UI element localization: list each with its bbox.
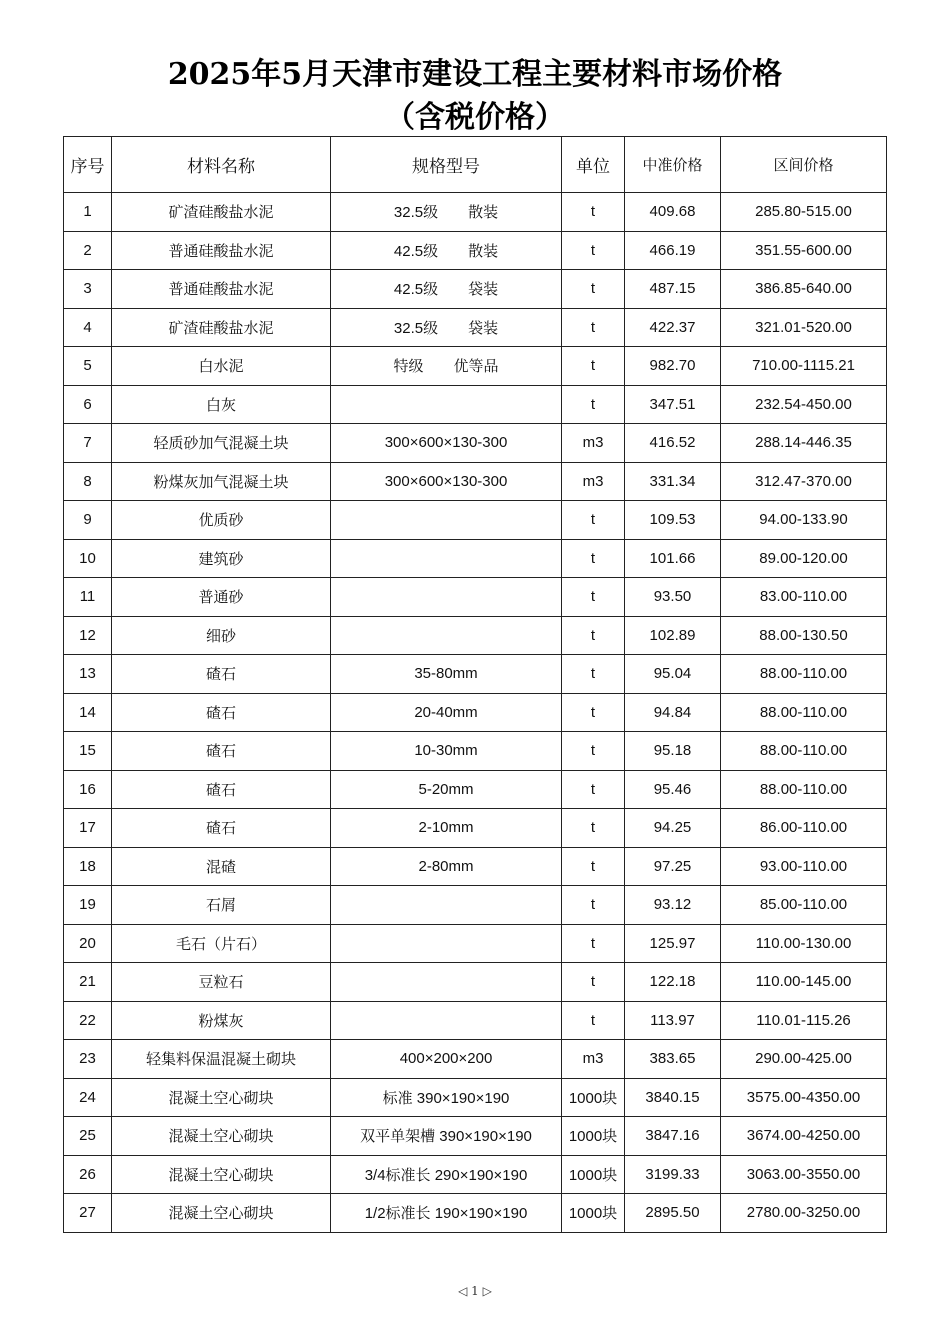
- cell-spec: 400×200×200: [331, 1040, 562, 1079]
- cell-no: 20: [64, 924, 112, 963]
- table-row: [64, 270, 887, 309]
- table-row: [64, 1155, 887, 1194]
- cell-price-range: 110.00-130.00: [721, 924, 887, 963]
- cell-unit: t: [562, 886, 625, 925]
- cell-material-name: 混凝土空心砌块: [112, 1155, 331, 1194]
- cell-no: 10: [64, 539, 112, 578]
- col-header-mid-price: 中准价格: [625, 137, 721, 193]
- cell-price-range: 3674.00-4250.00: [721, 1117, 887, 1156]
- cell-unit: 1000块: [562, 1155, 625, 1194]
- cell-mid-price: 95.04: [625, 655, 721, 694]
- table-row: [64, 693, 887, 732]
- table-row: [64, 424, 887, 463]
- cell-mid-price: 102.89: [625, 616, 721, 655]
- cell-spec: [331, 886, 562, 925]
- col-header-no: 序号: [64, 137, 112, 193]
- cell-mid-price: 416.52: [625, 424, 721, 463]
- cell-mid-price: 383.65: [625, 1040, 721, 1079]
- table-row: [64, 385, 887, 424]
- cell-unit: 1000块: [562, 1194, 625, 1233]
- cell-spec: 10-30mm: [331, 732, 562, 771]
- cell-unit: t: [562, 770, 625, 809]
- cell-unit: t: [562, 732, 625, 771]
- cell-no: 3: [64, 270, 112, 309]
- cell-unit: t: [562, 924, 625, 963]
- cell-spec: 42.5级 散装: [331, 231, 562, 270]
- cell-mid-price: 97.25: [625, 847, 721, 886]
- cell-material-name: 普通硅酸盐水泥: [112, 231, 331, 270]
- cell-unit: m3: [562, 424, 625, 463]
- cell-spec: [331, 501, 562, 540]
- col-header-name: 材料名称: [112, 137, 331, 193]
- cell-spec: 2-10mm: [331, 809, 562, 848]
- cell-mid-price: 2895.50: [625, 1194, 721, 1233]
- table-row: [64, 1194, 887, 1233]
- cell-price-range: 290.00-425.00: [721, 1040, 887, 1079]
- cell-spec: 双平单架槽 390×190×190: [331, 1117, 562, 1156]
- cell-no: 12: [64, 616, 112, 655]
- cell-spec: [331, 578, 562, 617]
- cell-price-range: 83.00-110.00: [721, 578, 887, 617]
- cell-mid-price: 113.97: [625, 1001, 721, 1040]
- cell-unit: t: [562, 308, 625, 347]
- cell-mid-price: 409.68: [625, 193, 721, 232]
- cell-no: 7: [64, 424, 112, 463]
- cell-material-name: 碴石: [112, 732, 331, 771]
- cell-mid-price: 982.70: [625, 347, 721, 386]
- cell-spec: 42.5级 袋装: [331, 270, 562, 309]
- cell-material-name: 优质砂: [112, 501, 331, 540]
- table-header-row: [64, 137, 887, 193]
- cell-mid-price: 93.12: [625, 886, 721, 925]
- cell-price-range: 110.01-115.26: [721, 1001, 887, 1040]
- cell-unit: t: [562, 1001, 625, 1040]
- col-header-unit: 单位: [562, 137, 625, 193]
- cell-spec: 1/2标准长 190×190×190: [331, 1194, 562, 1233]
- cell-material-name: 普通硅酸盐水泥: [112, 270, 331, 309]
- col-header-price-range: 区间价格: [721, 137, 887, 193]
- table-body: [64, 193, 887, 1233]
- cell-mid-price: 331.34: [625, 462, 721, 501]
- table-row: [64, 347, 887, 386]
- cell-no: 13: [64, 655, 112, 694]
- cell-mid-price: 95.46: [625, 770, 721, 809]
- cell-material-name: 碴石: [112, 693, 331, 732]
- cell-spec: 5-20mm: [331, 770, 562, 809]
- cell-unit: t: [562, 539, 625, 578]
- cell-spec: 2-80mm: [331, 847, 562, 886]
- cell-unit: 1000块: [562, 1078, 625, 1117]
- cell-price-range: 232.54-450.00: [721, 385, 887, 424]
- cell-material-name: 混凝土空心砌块: [112, 1194, 331, 1233]
- table-row: [64, 231, 887, 270]
- cell-price-range: 93.00-110.00: [721, 847, 887, 886]
- cell-mid-price: 466.19: [625, 231, 721, 270]
- cell-price-range: 3575.00-4350.00: [721, 1078, 887, 1117]
- cell-unit: t: [562, 347, 625, 386]
- table-row: [64, 655, 887, 694]
- table-row: [64, 578, 887, 617]
- cell-material-name: 混凝土空心砌块: [112, 1078, 331, 1117]
- cell-material-name: 粉煤灰: [112, 1001, 331, 1040]
- table-row: [64, 1117, 887, 1156]
- cell-unit: t: [562, 231, 625, 270]
- cell-unit: t: [562, 655, 625, 694]
- cell-mid-price: 125.97: [625, 924, 721, 963]
- cell-no: 18: [64, 847, 112, 886]
- cell-mid-price: 487.15: [625, 270, 721, 309]
- cell-no: 5: [64, 347, 112, 386]
- cell-price-range: 288.14-446.35: [721, 424, 887, 463]
- cell-material-name: 混凝土空心砌块: [112, 1117, 331, 1156]
- cell-price-range: 94.00-133.90: [721, 501, 887, 540]
- cell-mid-price: 122.18: [625, 963, 721, 1002]
- table-row: [64, 1040, 887, 1079]
- cell-mid-price: 93.50: [625, 578, 721, 617]
- cell-unit: m3: [562, 462, 625, 501]
- table-row: [64, 1001, 887, 1040]
- cell-material-name: 轻集料保温混凝土砌块: [112, 1040, 331, 1079]
- cell-no: 4: [64, 308, 112, 347]
- cell-price-range: 386.85-640.00: [721, 270, 887, 309]
- cell-no: 1: [64, 193, 112, 232]
- cell-no: 14: [64, 693, 112, 732]
- cell-no: 17: [64, 809, 112, 848]
- cell-mid-price: 3847.16: [625, 1117, 721, 1156]
- col-header-spec: 规格型号: [331, 137, 562, 193]
- cell-price-range: 351.55-600.00: [721, 231, 887, 270]
- page-subtitle: （含税价格）: [385, 100, 565, 135]
- table-row: [64, 1078, 887, 1117]
- table-row: [64, 539, 887, 578]
- cell-mid-price: 95.18: [625, 732, 721, 771]
- cell-spec: 特级 优等品: [331, 347, 562, 386]
- cell-unit: t: [562, 693, 625, 732]
- cell-spec: 32.5级 袋装: [331, 308, 562, 347]
- cell-price-range: 710.00-1115.21: [721, 347, 887, 386]
- page-number: ◁ 1 ▷: [458, 1284, 492, 1298]
- cell-no: 25: [64, 1117, 112, 1156]
- cell-spec: [331, 385, 562, 424]
- cell-price-range: 88.00-110.00: [721, 655, 887, 694]
- cell-material-name: 矿渣硅酸盐水泥: [112, 193, 331, 232]
- cell-material-name: 白灰: [112, 385, 331, 424]
- cell-price-range: 3063.00-3550.00: [721, 1155, 887, 1194]
- cell-unit: t: [562, 809, 625, 848]
- table-row: [64, 501, 887, 540]
- cell-material-name: 白水泥: [112, 347, 331, 386]
- cell-no: 27: [64, 1194, 112, 1233]
- cell-mid-price: 109.53: [625, 501, 721, 540]
- cell-material-name: 豆粒石: [112, 963, 331, 1002]
- cell-spec: 35-80mm: [331, 655, 562, 694]
- cell-spec: [331, 963, 562, 1002]
- cell-no: 11: [64, 578, 112, 617]
- cell-spec: 300×600×130-300: [331, 424, 562, 463]
- cell-price-range: 2780.00-3250.00: [721, 1194, 887, 1233]
- cell-mid-price: 94.84: [625, 693, 721, 732]
- cell-material-name: 石屑: [112, 886, 331, 925]
- cell-price-range: 88.00-130.50: [721, 616, 887, 655]
- cell-material-name: 碴石: [112, 655, 331, 694]
- cell-no: 26: [64, 1155, 112, 1194]
- cell-material-name: 粉煤灰加气混凝土块: [112, 462, 331, 501]
- cell-mid-price: 3840.15: [625, 1078, 721, 1117]
- cell-no: 21: [64, 963, 112, 1002]
- cell-no: 8: [64, 462, 112, 501]
- cell-mid-price: 94.25: [625, 809, 721, 848]
- table-row: [64, 886, 887, 925]
- cell-spec: 20-40mm: [331, 693, 562, 732]
- table-row: [64, 732, 887, 771]
- cell-unit: t: [562, 963, 625, 1002]
- cell-price-range: 88.00-110.00: [721, 732, 887, 771]
- cell-material-name: 普通砂: [112, 578, 331, 617]
- cell-no: 19: [64, 886, 112, 925]
- cell-material-name: 轻质砂加气混凝土块: [112, 424, 331, 463]
- table-row: [64, 963, 887, 1002]
- cell-spec: [331, 616, 562, 655]
- cell-material-name: 细砂: [112, 616, 331, 655]
- cell-no: 23: [64, 1040, 112, 1079]
- cell-mid-price: 422.37: [625, 308, 721, 347]
- page-title: 2025年5月天津市建设工程主要材料市场价格: [167, 57, 783, 92]
- cell-no: 15: [64, 732, 112, 771]
- cell-unit: t: [562, 616, 625, 655]
- cell-spec: [331, 1001, 562, 1040]
- table-row: [64, 616, 887, 655]
- cell-no: 24: [64, 1078, 112, 1117]
- cell-price-range: 85.00-110.00: [721, 886, 887, 925]
- cell-unit: m3: [562, 1040, 625, 1079]
- cell-no: 9: [64, 501, 112, 540]
- cell-spec: [331, 539, 562, 578]
- cell-unit: t: [562, 578, 625, 617]
- cell-no: 2: [64, 231, 112, 270]
- cell-no: 16: [64, 770, 112, 809]
- cell-mid-price: 3199.33: [625, 1155, 721, 1194]
- cell-material-name: 混碴: [112, 847, 331, 886]
- table-row: [64, 462, 887, 501]
- cell-spec: 300×600×130-300: [331, 462, 562, 501]
- table-row: [64, 193, 887, 232]
- table-row: [64, 770, 887, 809]
- table-row: [64, 924, 887, 963]
- cell-material-name: 碴石: [112, 809, 331, 848]
- cell-price-range: 88.00-110.00: [721, 770, 887, 809]
- cell-price-range: 88.00-110.00: [721, 693, 887, 732]
- cell-unit: t: [562, 501, 625, 540]
- cell-price-range: 312.47-370.00: [721, 462, 887, 501]
- cell-unit: t: [562, 193, 625, 232]
- cell-spec: 3/4标准长 290×190×190: [331, 1155, 562, 1194]
- table-row: [64, 847, 887, 886]
- cell-material-name: 毛石（片石）: [112, 924, 331, 963]
- cell-price-range: 285.80-515.00: [721, 193, 887, 232]
- cell-price-range: 110.00-145.00: [721, 963, 887, 1002]
- cell-unit: 1000块: [562, 1117, 625, 1156]
- cell-material-name: 建筑砂: [112, 539, 331, 578]
- cell-spec: [331, 924, 562, 963]
- cell-unit: t: [562, 847, 625, 886]
- table-row: [64, 809, 887, 848]
- table-row: [64, 308, 887, 347]
- cell-material-name: 矿渣硅酸盐水泥: [112, 308, 331, 347]
- cell-unit: t: [562, 270, 625, 309]
- cell-unit: t: [562, 385, 625, 424]
- cell-material-name: 碴石: [112, 770, 331, 809]
- cell-spec: 32.5级 散装: [331, 193, 562, 232]
- price-table: [63, 136, 887, 1233]
- cell-price-range: 321.01-520.00: [721, 308, 887, 347]
- cell-spec: 标准 390×190×190: [331, 1078, 562, 1117]
- cell-price-range: 86.00-110.00: [721, 809, 887, 848]
- cell-no: 6: [64, 385, 112, 424]
- cell-mid-price: 101.66: [625, 539, 721, 578]
- cell-price-range: 89.00-120.00: [721, 539, 887, 578]
- cell-mid-price: 347.51: [625, 385, 721, 424]
- cell-no: 22: [64, 1001, 112, 1040]
